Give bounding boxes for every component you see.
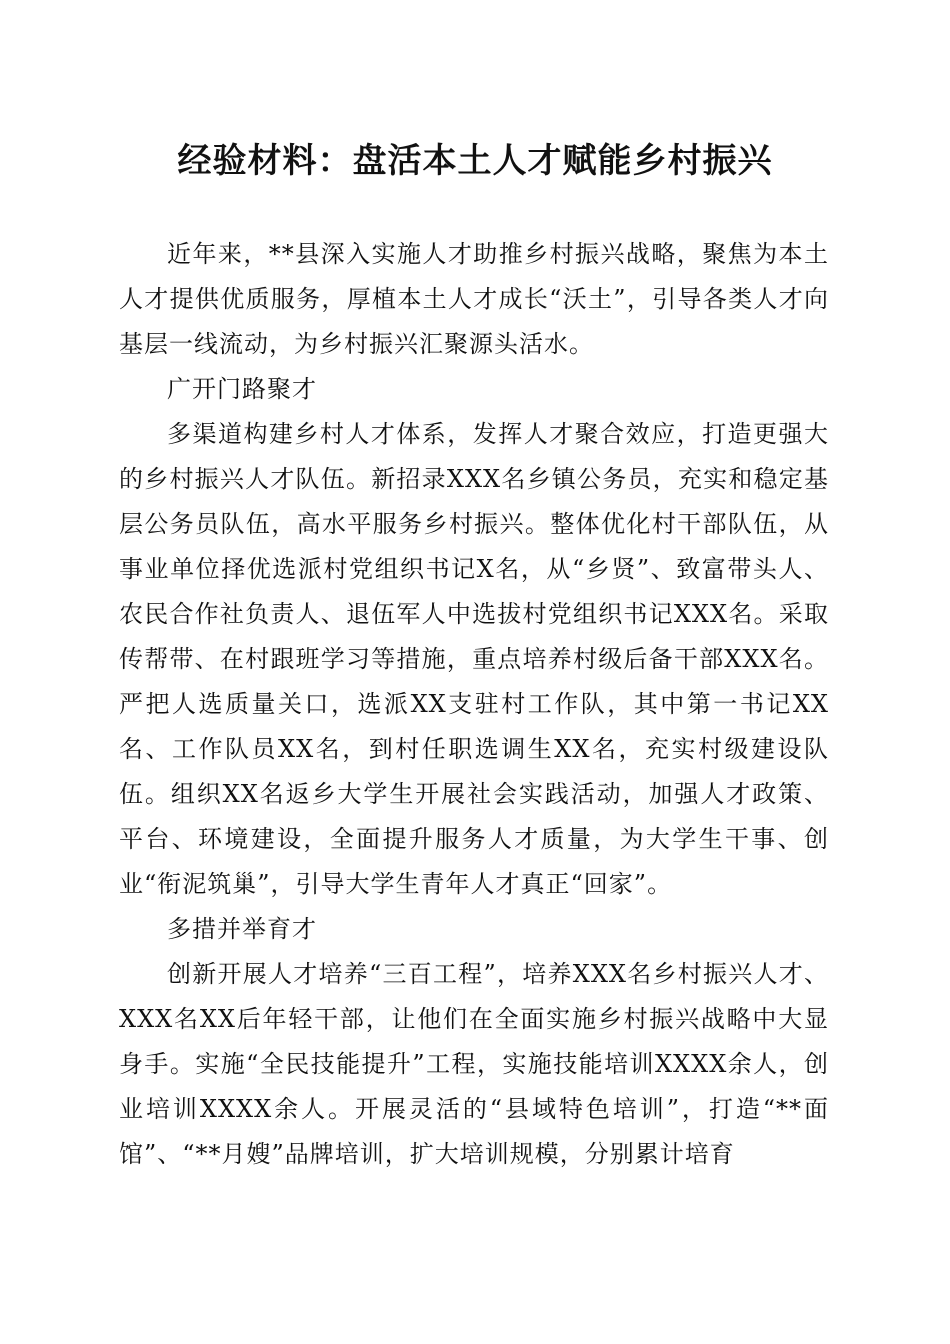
section-heading-cultivate: 多措并举育才 bbox=[167, 915, 317, 943]
document-title: 经验材料：盘活本土人才赋能乡村振兴 bbox=[177, 141, 773, 181]
section-heading-recruit: 广开门路聚才 bbox=[167, 375, 317, 403]
intro-paragraph: 近年来，**县深入实施人才助推乡村振兴战略，聚焦为本土人才提供优质服务，厚植本土人才成长“沃土”，引导各类人才向基层一线流动，为乡村振兴汇聚源头活水。 bbox=[119, 240, 829, 358]
document-body bbox=[119, 232, 829, 1177]
cultivate-paragraph: 创新开展人才培养“三百工程”，培养XXX名乡村振兴人才、XXX名XX后年轻干部，让他们在全面实施乡村振兴战略中大显身手。实施“全民技能提升”工程，实施技能培训XXXX余人，创业培训XXXX余人。开展灵活的“县域特色培训”，打造“**面馆”、“**月嫂”品牌培训，扩大培训规模，分别累计培育 bbox=[119, 960, 829, 1168]
recruit-paragraph: 多渠道构建乡村人才体系，发挥人才聚合效应，打造更强大的乡村振兴人才队伍。新招录XXX名乡镇公务员，充实和稳定基层公务员队伍，高水平服务乡村振兴。整体优化村干部队伍，从事业单位择优选派村党组织书记X名，从“乡贤”、致富带头人、农民合作社负责人、退伍军人中选拔村党组织书记XXX名。采取传帮带、在村跟班学习等措施，重点培养村级后备干部XXX名。严把人选质量关口，选派XX支驻村工作队，其中第一书记XX名、工作队员XX名，到村任职选调生XX名，充实村级建设队伍。组织XX名返乡大学生开展社会实践活动，加强人才政策、平台、环境建设，全面提升服务人才质量，为大学生干事、创业“衔泥筑巢”，引导大学生青年人才真正“回家”。 bbox=[119, 420, 829, 898]
